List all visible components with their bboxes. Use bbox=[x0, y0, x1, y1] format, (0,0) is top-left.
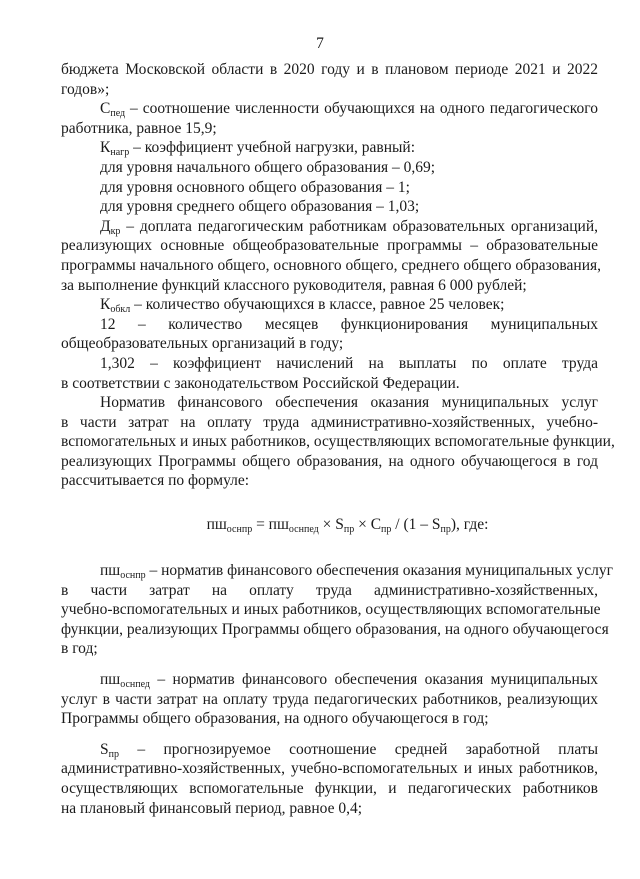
subscript: оснпед bbox=[120, 679, 151, 691]
text-line: рассчитывается по формуле: bbox=[61, 472, 250, 490]
text-line: в части затрат на оплату труда административно-хозяйственных, учебно- bbox=[61, 413, 598, 431]
text-line: бюджета Московской области в 2020 году и в плановом периоде 2021 и 2022 bbox=[61, 61, 598, 78]
subscript: нагр bbox=[110, 147, 130, 159]
formula-line bbox=[61, 515, 598, 537]
text-segment: – прогнозируемое соотношение средней заработной платы bbox=[118, 740, 598, 758]
text-segment: S bbox=[100, 740, 109, 758]
text-line: годов»; bbox=[61, 80, 110, 98]
text-line: на плановый финансовый период, равное 0,4; bbox=[61, 799, 363, 817]
text-line: для уровня среднего общего образования – 1,03; bbox=[100, 198, 420, 216]
paragraph-gap bbox=[61, 729, 598, 740]
text-segment: С bbox=[100, 100, 111, 118]
text-segment: К bbox=[100, 139, 111, 157]
text-line bbox=[61, 138, 598, 158]
text-segment: ), где: bbox=[450, 516, 489, 534]
text-line: реализующих основные общеобразовательные программы – образовательные bbox=[61, 237, 598, 255]
text-line: учебно-вспомогательных и иных работников, осуществляющих вспомогательные bbox=[61, 601, 601, 619]
paragraph-gap bbox=[61, 659, 598, 670]
text-line: 12 – количество месяцев функционирования муниципальных bbox=[100, 315, 598, 333]
text-segment: – соотношение численности обучающихся на одного педагогического bbox=[125, 100, 598, 118]
text-line: в соответствии с законодательством Российской Федерации. bbox=[61, 374, 460, 392]
text-line: Программы общего образования, на одного обучающегося в год; bbox=[61, 710, 489, 728]
text-segment: пш bbox=[206, 516, 227, 534]
text-line: для уровня основного общего образования – 1; bbox=[100, 178, 410, 196]
text-line: осуществляющих вспомогательные функции, и педагогических работников bbox=[61, 780, 598, 797]
text-line: общеобразовательных организаций в году; bbox=[61, 335, 344, 353]
text-segment: К bbox=[100, 296, 111, 314]
text-line: функции, реализующих Программы общего образования, на одного обучающегося bbox=[61, 620, 609, 638]
text-line bbox=[61, 295, 598, 315]
subscript: пед bbox=[110, 108, 126, 120]
subscript: кр bbox=[110, 225, 121, 237]
subscript: пр bbox=[343, 524, 355, 536]
subscript: пр bbox=[381, 524, 392, 536]
text-segment: – норматив финансового обеспечения оказания муниципальных bbox=[150, 671, 598, 689]
text-line bbox=[61, 561, 613, 582]
document-body bbox=[61, 60, 615, 818]
text-line bbox=[61, 99, 598, 119]
subscript: пр bbox=[108, 748, 119, 760]
paragraph-gap bbox=[61, 491, 598, 515]
text-segment: × С bbox=[354, 516, 382, 534]
text-line bbox=[61, 740, 598, 760]
subscript: оснпр bbox=[226, 524, 253, 536]
text-segment: – норматив финансового обеспечения оказания муниципальных услуг bbox=[145, 562, 613, 580]
text-segment: = пш bbox=[252, 516, 289, 534]
subscript: пр bbox=[440, 524, 451, 536]
text-line: в части затрат на оплату труда административно-хозяйственных, bbox=[61, 581, 598, 599]
text-line: Норматив финансового обеспечения оказания муниципальных услуг bbox=[100, 394, 598, 412]
page-number: 7 bbox=[316, 35, 324, 52]
text-line: 1,302 – коэффициент начислений на выплаты по оплате труда bbox=[100, 354, 598, 372]
text-segment: Д bbox=[100, 217, 111, 235]
text-segment: × S bbox=[318, 516, 344, 534]
subscript: оснпр bbox=[120, 570, 146, 582]
text-segment: – количество обучающихся в классе, равное 25 человек; bbox=[130, 296, 505, 314]
text-line: для уровня начального общего образования – 0,69; bbox=[100, 158, 436, 176]
subscript: оснпед bbox=[288, 524, 319, 536]
text-line: работника, равное 15,9; bbox=[61, 119, 217, 137]
text-line: в год; bbox=[61, 640, 98, 658]
text-segment: – коэффициент учебной нагрузки, равный: bbox=[129, 139, 416, 157]
text-line: вспомогательных и иных работников, осуществляющих вспомогательные функции, bbox=[61, 433, 615, 451]
text-segment: / (1 – S bbox=[391, 516, 441, 534]
subscript: обкл bbox=[110, 304, 131, 316]
text-line: услуг в части затрат на оплату труда педагогических работников, реализующих bbox=[61, 690, 598, 708]
text-segment: – доплата педагогическим работникам образовательных организаций, bbox=[120, 217, 598, 235]
text-line bbox=[61, 670, 598, 690]
text-segment: пш bbox=[100, 562, 121, 580]
text-segment: пш bbox=[100, 671, 121, 689]
text-line bbox=[61, 217, 598, 237]
paragraph-gap bbox=[61, 537, 598, 561]
text-line: за выполнение функций классного руководителя, равная 6 000 рублей; bbox=[61, 276, 527, 294]
text-line: реализующих Программы общего образования, на одного обучающегося в год bbox=[61, 452, 598, 470]
text-line: административно-хозяйственных, учебно-вспомогательных и иных работников, bbox=[61, 760, 598, 778]
text-line: программы начального общего, основного общего, среднего общего образования, bbox=[61, 256, 602, 274]
